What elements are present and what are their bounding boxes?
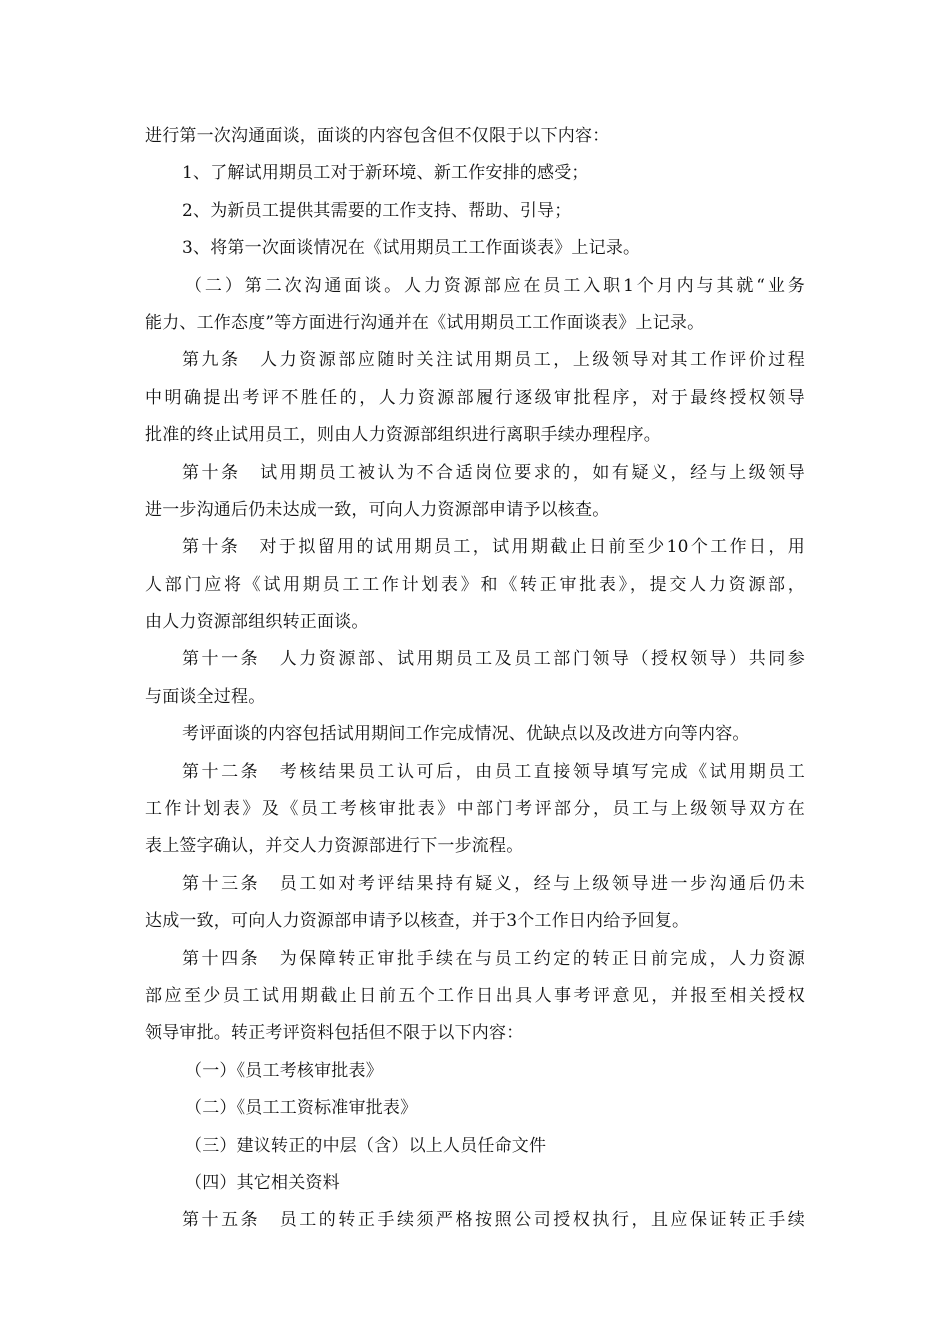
document-body [145,118,805,1240]
text-line: 进一步沟通后仍未达成一致，可向人力资源部申请予以核查。 [145,499,610,520]
list-item: 2、为新员工提供其需要的工作支持、帮助、引导； [182,200,572,221]
text-line: 工作计划表》及《员工考核审批表》中部门考评部分，员工与上级领导双方在 [145,799,805,820]
list-item: （三）建议转正的中层（含）以上人员任命文件 [185,1135,547,1156]
list-item: （二）《员工工资标准审批表》 [185,1098,418,1119]
text-line: 能力、工作态度”等方面进行沟通并在《试用期员工工作面谈表》上记录。 [145,312,705,333]
text-line: 领导审批。转正考评资料包括但不限于以下内容： [145,1023,524,1044]
list-item: （一）《员工考核审批表》 [185,1060,383,1081]
text-line: 达成一致，可向人力资源部申请予以核查，并于3个工作日内给予回复。 [145,911,690,932]
list-item: 3、将第一次面谈情况在《试用期员工工作面谈表》上记录。 [182,238,641,259]
text-line: 部应至少员工试用期截止日前五个工作日出具人事考评意见，并报至相关授权 [145,985,805,1006]
article-fifteenth: 第十五条 员工的转正手续须严格按照公司授权执行，且应保证转正手续 [182,1210,805,1231]
list-item: （四）其它相关资料 [185,1172,340,1193]
text-line: （二）第二次沟通面谈。人力资源部应在员工入职1个月内与其就“业务 [185,275,805,296]
text-line: 人部门应将《试用期员工工作计划表》和《转正审批表》，提交人力资源部， [145,574,805,595]
article-twelfth: 第十二条 考核结果员工认可后，由员工直接领导填写完成《试用期员工 [182,761,805,782]
text-line: 由人力资源部组织转正面谈。 [145,612,369,633]
text-line: 中明确提出考评不胜任的，人力资源部履行逐级审批程序，对于最终授权领导 [145,387,805,408]
text-line: 考评面谈的内容包括试用期间工作完成情况、优缺点以及改进方向等内容。 [182,724,750,745]
article-thirteenth: 第十三条 员工如对考评结果持有疑义，经与上级领导进一步沟通后仍未 [182,873,805,894]
text-line: 批准的终止试用员工，则由人力资源部组织进行离职手续办理程序。 [145,425,661,446]
text-line: 表上签字确认，并交人力资源部进行下一步流程。 [145,836,524,857]
text-line: 进行第一次沟通面谈，面谈的内容包含但不仅限于以下内容： [145,126,610,146]
article-tenth-b: 第十条 对于拟留用的试用期员工，试用期截止日前至少10个工作日，用 [182,537,805,558]
article-fourteenth: 第十四条 为保障转正审批手续在与员工约定的转正日前完成，人力资源 [182,948,805,969]
article-ninth: 第九条 人力资源部应随时关注试用期员工，上级领导对其工作评价过程 [182,350,805,371]
article-tenth: 第十条 试用期员工被认为不合适岗位要求的，如有疑义，经与上级领导 [182,462,805,483]
article-eleventh: 第十一条 人力资源部、试用期员工及员工部门领导（授权领导）共同参 [182,649,805,670]
list-item: 1、了解试用期员工对于新环境、新工作安排的感受； [182,163,589,184]
text-line: 与面谈全过程。 [145,686,266,707]
